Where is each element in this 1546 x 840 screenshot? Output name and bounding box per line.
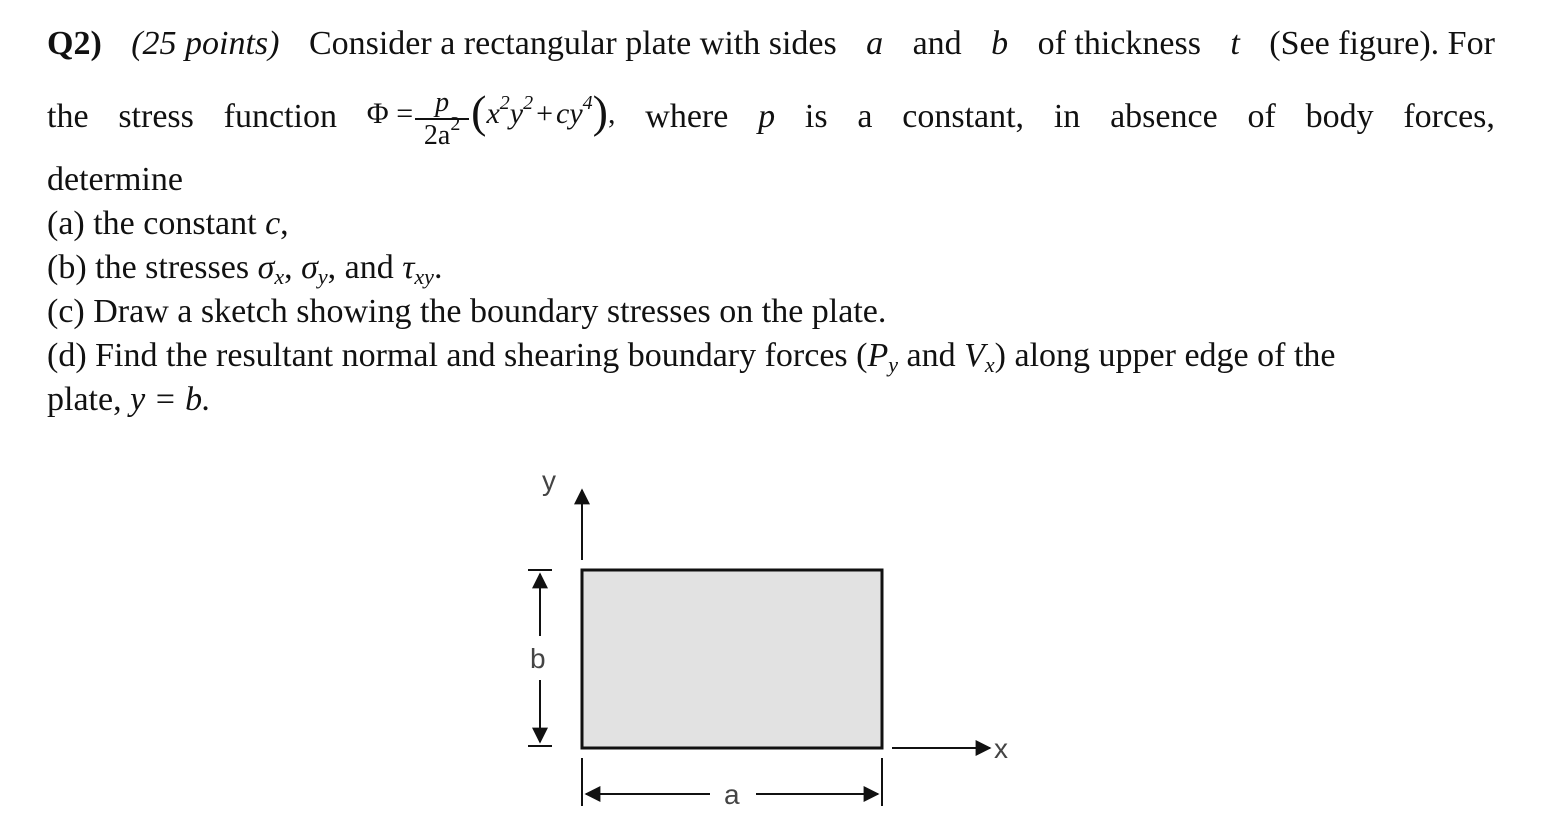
- formula-plus: +: [536, 96, 554, 130]
- var-a: a: [866, 25, 884, 62]
- item-c: (c) Draw a sketch showing the boundary stresses on the plate.: [47, 293, 887, 330]
- question-points: (25 points): [131, 25, 280, 62]
- force-Vx: $V_x$: [964, 337, 995, 377]
- item-d-continued: plate, y = b.: [47, 381, 211, 418]
- formula-lhs: Φ =: [366, 96, 414, 130]
- intro-text-3: of thickness: [1037, 25, 1201, 62]
- determine-label: determine: [47, 161, 183, 198]
- intro-text-1: Consider a rectangular plate with sides: [308, 25, 837, 62]
- tau-xy: $\tau_{xy}$: [402, 249, 434, 289]
- x-axis-label: x: [994, 733, 1008, 764]
- fraction-numerator: p: [435, 87, 450, 118]
- intro-text-4: (See figure). For: [1269, 25, 1495, 62]
- formula-comma: ,: [608, 96, 616, 130]
- word: body: [1305, 97, 1374, 135]
- word: constant,: [902, 97, 1025, 135]
- item-b: (b) the stresses $\sigma_x$, $\sigma_y$, and $\tau_{xy}$.: [47, 249, 443, 289]
- sigma-y: $\sigma_y$: [301, 249, 328, 289]
- formula-open-paren: (: [471, 85, 487, 137]
- word: of: [1247, 97, 1276, 135]
- word: is: [804, 97, 828, 135]
- var-p: p: [758, 97, 776, 135]
- word: forces,: [1403, 97, 1495, 135]
- word: where: [645, 97, 729, 135]
- y-axis-label: y: [542, 465, 556, 496]
- formula-close-paren: ): [592, 85, 608, 137]
- fraction-denominator: $2a^2$: [423, 112, 461, 151]
- force-Py: $P_y$: [867, 337, 899, 377]
- question-line-2: [47, 86, 1495, 150]
- word: a: [857, 97, 873, 135]
- item-a: (a) the constant c,: [47, 205, 289, 242]
- question-number: Q2): [47, 25, 102, 62]
- question-line-1: [47, 24, 1495, 64]
- formula-fraction: [415, 88, 469, 152]
- word: in: [1053, 97, 1081, 135]
- intro-text-2: and: [912, 25, 962, 62]
- item-d: (d) Find the resultant normal and shearing boundary forces ($P_y$ and $V_x$) along upper edge of the: [47, 337, 1336, 377]
- plate-figure: [500, 460, 1060, 830]
- dim-a-label: a: [724, 779, 740, 810]
- word: the: [47, 97, 89, 135]
- stress-function-formula: [366, 82, 616, 151]
- dim-b-label: b: [530, 643, 546, 674]
- rectangular-plate: [582, 570, 882, 748]
- word: function: [223, 97, 337, 135]
- var-b: b: [991, 25, 1009, 62]
- formula-term-cy4: $cy^4$: [556, 91, 593, 130]
- word: absence: [1110, 97, 1218, 135]
- sigma-x: $\sigma_x$: [257, 249, 285, 289]
- word: stress: [118, 97, 194, 135]
- var-t: t: [1230, 25, 1240, 62]
- formula-term-x2y2: $x^2y^2$: [486, 91, 534, 130]
